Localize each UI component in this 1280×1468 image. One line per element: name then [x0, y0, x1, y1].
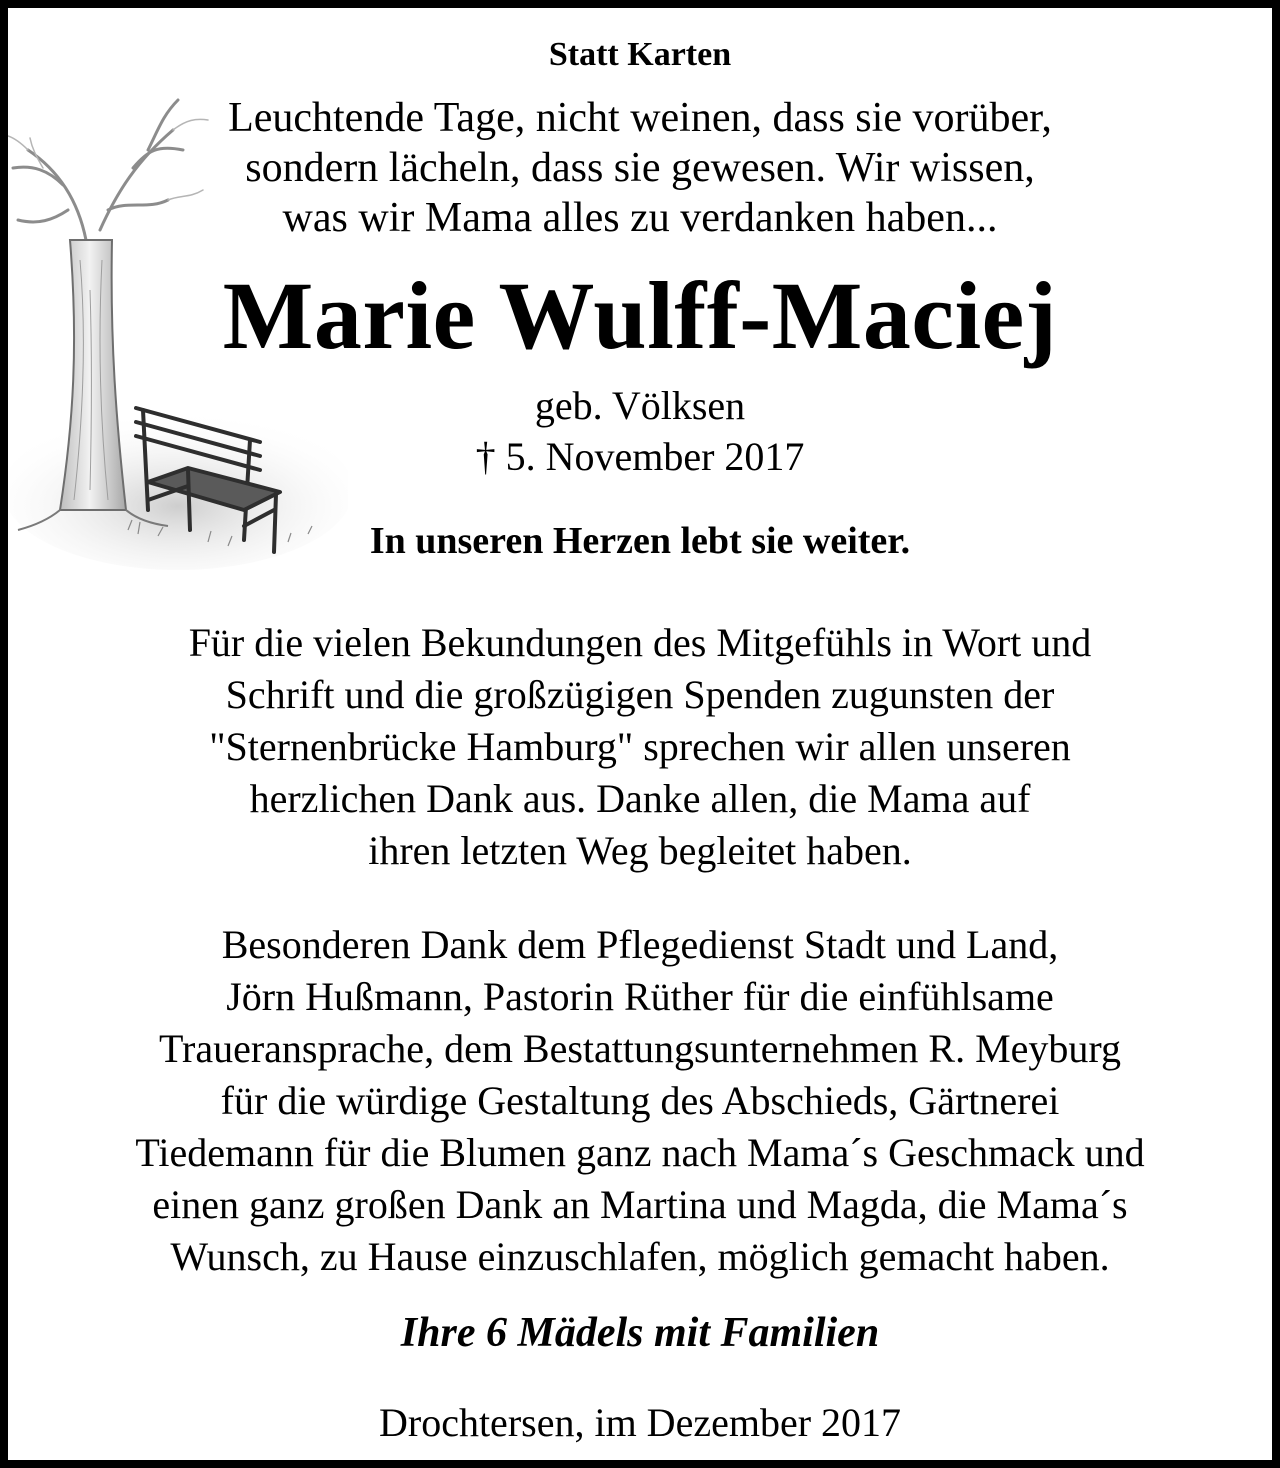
- quote-line: was wir Mama alles zu verdanken haben...: [282, 195, 998, 241]
- special-thanks-line: für die würdige Gestaltung des Abschieds, Gärtnerei: [220, 1078, 1060, 1123]
- quote-line: Leuchtende Tage, nicht weinen, dass sie vorüber,: [228, 95, 1052, 141]
- statt-karten-heading: Statt Karten: [548, 36, 732, 73]
- thanks-line: "Sternenbrücke Hamburg" sprechen wir allen unseren: [209, 724, 1071, 769]
- signature: Ihre 6 Mädels mit Familien: [400, 1310, 880, 1356]
- special-thanks-line: Besonderen Dank dem Pflegedienst Stadt und Land,: [221, 922, 1059, 967]
- special-thanks-line: Tiedemann für die Blumen ganz nach Mama´s Geschmack und: [135, 1130, 1145, 1175]
- thanks-line: Für die vielen Bekundungen des Mitgefühls in Wort und: [188, 620, 1092, 665]
- birth-name: geb. Völksen: [534, 383, 746, 428]
- thanks-line: herzlichen Dank aus. Danke allen, die Mama auf: [249, 776, 1031, 821]
- special-thanks-line: Jörn Hußmann, Pastorin Rüther für die einfühlsame: [226, 974, 1054, 1019]
- thanks-line: Schrift und die großzügigen Spenden zugunsten der: [225, 672, 1055, 717]
- special-thanks-line: Traueransprache, dem Bestattungsunternehmen R. Meyburg: [158, 1026, 1121, 1071]
- thanks-line: ihren letzten Weg begleitet haben.: [368, 828, 912, 873]
- special-thanks-line: Wunsch, zu Hause einzuschlafen, möglich gemacht haben.: [170, 1234, 1110, 1279]
- death-date: † 5. November 2017: [475, 434, 805, 479]
- place-and-date: Drochtersen, im Dezember 2017: [378, 1400, 902, 1445]
- motto: In unseren Herzen lebt sie weiter.: [369, 520, 911, 562]
- deceased-name: Marie Wulff-Maciej: [222, 262, 1058, 369]
- quote-line: sondern lächeln, dass sie gewesen. Wir wissen,: [245, 145, 1035, 191]
- special-thanks-line: einen ganz großen Dank an Martina und Magda, die Mama´s: [152, 1182, 1128, 1227]
